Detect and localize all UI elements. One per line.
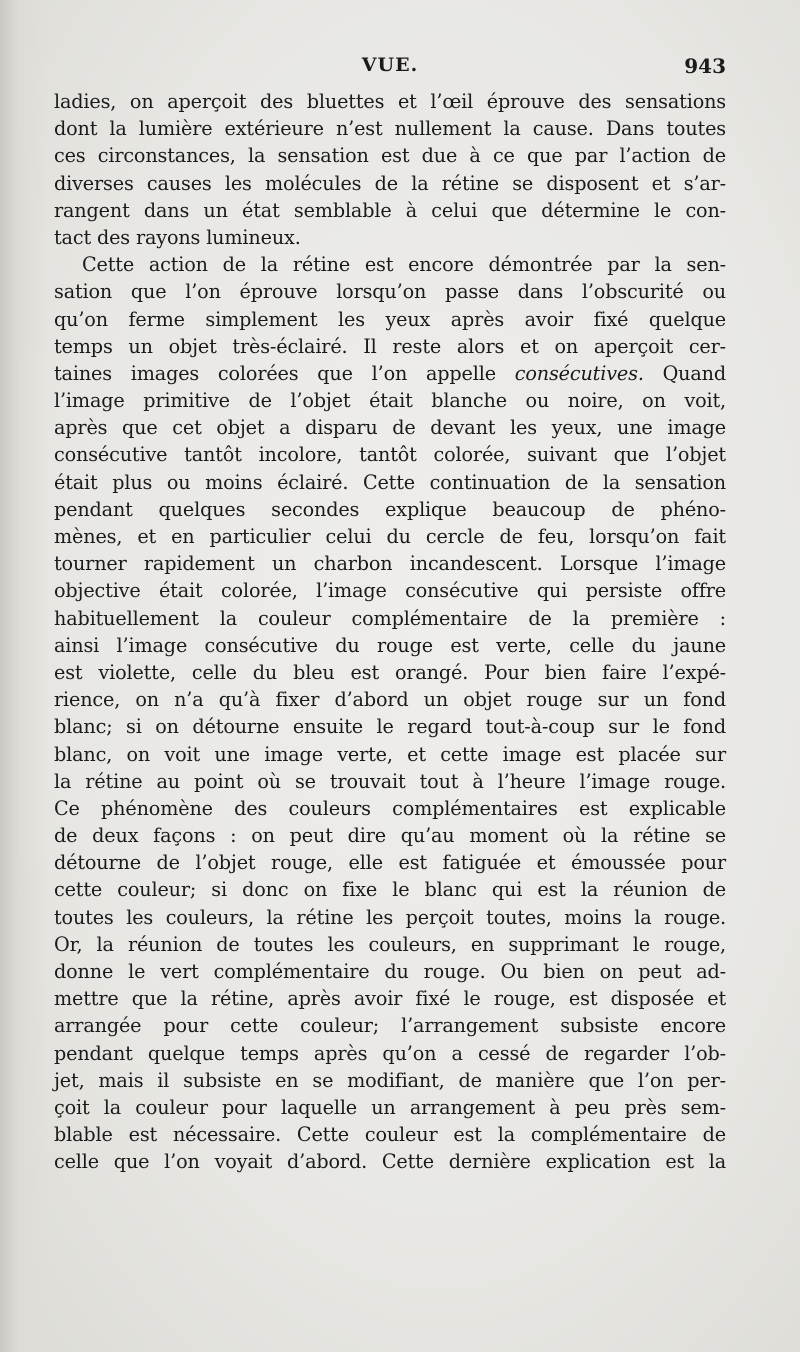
text-line: pendant quelques secondes explique beaucoup de phéno- — [54, 497, 726, 521]
text-line: pendant quelque temps après qu’on a cessé de regarder l’ob- — [54, 1041, 726, 1065]
text-line: toutes les couleurs, la rétine les perçoit toutes, moins la rouge. — [54, 905, 726, 929]
text-line: temps un objet très-éclairé. Il reste alors et on aperçoit cer- — [54, 334, 726, 358]
page-number: 943 — [684, 54, 726, 78]
text-line: Ce phénomène des couleurs complémentaires est explicable — [54, 796, 726, 820]
text-line: est violette, celle du bleu est orangé. Pour bien faire l’expé- — [54, 660, 726, 684]
text-line-with-italic — [54, 360, 726, 387]
text-line: de deux façons : on peut dire qu’au moment où la rétine se — [54, 824, 726, 848]
text-line: çoit la couleur pour laquelle un arrangement à peu près sem- — [54, 1095, 726, 1119]
gutter-shadow — [0, 0, 48, 1352]
text-line: consécutive tantôt incolore, tantôt colorée, suivant que l’objet — [54, 443, 726, 467]
text-line: donne le vert complémentaire du rouge. Ou bien on peut ad- — [54, 960, 726, 983]
text-line: rience, on n’a qu’à fixer d’abord un objet rouge sur un fond — [54, 688, 726, 712]
text-line: blanc; si on détourne ensuite le regard tout-à-coup sur le fond — [54, 715, 726, 739]
text-line: tourner rapidement un charbon incandescent. Lorsque l’image — [54, 552, 726, 576]
running-head — [54, 52, 726, 82]
running-title: VUE. — [361, 54, 419, 76]
text-line: ainsi l’image consécutive du rouge est verte, celle du jaune — [54, 633, 726, 657]
text-line: qu’on ferme simplement les yeux après avoir fixé quelque — [54, 307, 726, 331]
text-line: mettre que la rétine, après avoir fixé le rouge, est disposée et — [54, 987, 726, 1011]
paragraph-end-line: tact des rayons lumineux. — [54, 225, 301, 249]
text-line: habituellement la couleur complémentaire de la première : — [54, 606, 726, 630]
text-line: diverses causes les molécules de la rétine se disposent et s’ar- — [54, 171, 726, 195]
text-line: arrangée pour cette couleur; l’arrangement subsiste encore — [54, 1014, 726, 1038]
text-line: Or, la réunion de toutes les couleurs, en supprimant le rouge, — [54, 932, 726, 956]
text-line: mènes, et en particulier celui du cercle de feu, lorsqu’on fait — [54, 525, 726, 548]
text-line: la rétine au point où se trouvait tout à l’heure l’image rouge. — [54, 769, 726, 793]
text-line: rangent dans un état semblable à celui que détermine le con- — [54, 198, 726, 222]
italic-term: consécutives. — [514, 361, 644, 385]
text-line: blable est nécessaire. Cette couleur est la complémentaire de — [54, 1123, 726, 1147]
text-line: celle que l’on voyait d’abord. Cette dernière explication est la — [54, 1150, 726, 1174]
body-text — [54, 88, 726, 1176]
text-line: était plus ou moins éclairé. Cette continuation de la sensation — [54, 470, 726, 494]
text-line: ces circonstances, la sensation est due à ce que par l’action de — [54, 144, 726, 168]
text-line: objective était colorée, l’image consécutive qui persiste offre — [54, 579, 726, 603]
text-line: dont la lumière extérieure n’est nullement la cause. Dans toutes — [54, 117, 726, 141]
text-line: cette couleur; si donc on fixe le blanc qui est la réunion de — [54, 878, 726, 902]
line-text-after: Quand — [643, 361, 727, 385]
text-line: détourne de l’objet rouge, elle est fatiguée et émoussée pour — [54, 851, 726, 875]
line-text: taines images colorées que l’on appelle — [54, 361, 496, 385]
paragraph-start-line: Cette action de la rétine est encore démontrée par la sen- — [82, 253, 726, 277]
text-line: jet, mais il subsiste en se modifiant, de manière que l’on per- — [54, 1068, 726, 1092]
text-line: blanc, on voit une image verte, et cette image est placée sur — [54, 742, 726, 766]
text-line: après que cet objet a disparu de devant les yeux, une image — [54, 416, 726, 440]
text-line: l’image primitive de l’objet était blanche ou noire, on voit, — [54, 389, 726, 413]
text-line: sation que l’on éprouve lorsqu’on passe dans l’obscurité ou — [54, 280, 726, 304]
text-line: ladies, on aperçoit des bluettes et l’œil éprouve des sensations — [54, 90, 726, 113]
